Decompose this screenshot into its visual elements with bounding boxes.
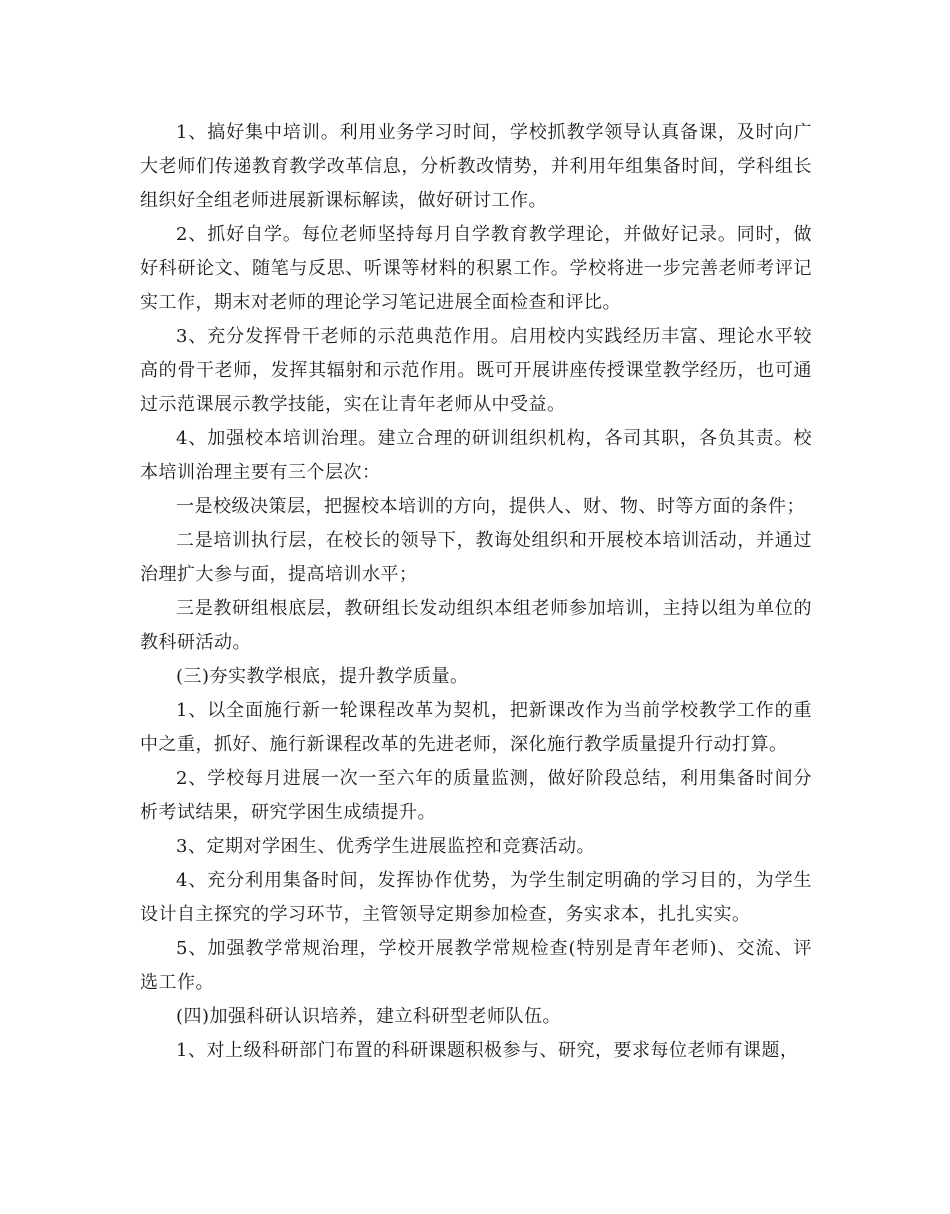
paragraph-backbone-teachers: 3、充分发挥骨干老师的示范典范作用。启用校内实践经历丰富、理论水平较高的骨干老师，发挥其辐射和示范作用。既可开展讲座传授课堂教学经历，也可通过示范课展示教学技能，实在让青年老师从中受益。 bbox=[140, 326, 812, 415]
paragraph-execution-layer: 二是培训执行层，在校长的领导下，教诲处组织和开展校本培训活动，并通过治理扩大参与面，提高培训水平； bbox=[140, 530, 812, 585]
paragraph-self-study: 2、抓好自学。每位老师坚持每月自学教育教学理论，并做好记录。同时，做好科研论文、随笔与反思、听课等材料的积累工作。学校将进一步完善老师考评记实工作，期末对老师的理论学习笔记进展全面检查和评比。 bbox=[140, 224, 812, 313]
paragraph-quality-monitoring: 2、学校每月进展一次一至六年的质量监测，做好阶段总结，利用集备时间分析考试结果，研究学困生成绩提升。 bbox=[140, 768, 812, 823]
section-heading-research: (四)加强科研认识培养，建立科研型老师队伍。 bbox=[176, 1006, 562, 1027]
document-body bbox=[140, 116, 812, 1068]
paragraph-base-layer: 三是教研组根底层，教研组长发动组织本组老师参加培训，主持以组为单位的教科研活动。 bbox=[140, 598, 812, 653]
paragraph-decision-layer: 一是校级决策层，把握校本培训的方向，提供人、财、物、时等方面的条件； bbox=[176, 496, 805, 517]
paragraph-routine-management: 5、加强教学常规治理，学校开展教学常规检查(特别是青年老师)、交流、评选工作。 bbox=[140, 938, 812, 993]
paragraph-training-centralized: 1、搞好集中培训。利用业务学习时间，学校抓教学领导认真备课，及时向广大老师们传递教育教学改革信息，分析教改情势，并利用年组集备时间，学科组长组织好全组老师进展新课标解读，做好研讨工作。 bbox=[140, 122, 812, 211]
paragraph-collaborative-prep: 4、充分利用集备时间，发挥协作优势，为学生制定明确的学习目的，为学生设计自主探究的学习环节，主管领导定期参加检查，务实求本，扎扎实实。 bbox=[140, 870, 812, 925]
paragraph-training-management: 4、加强校本培训治理。建立合理的研训组织机构，各司其职，各负其责。校本培训治理主要有三个层次： bbox=[140, 428, 812, 483]
paragraph-research-topics: 1、对上级科研部门布置的科研课题积极参与、研究，要求每位老师有课题， bbox=[176, 1040, 799, 1061]
paragraph-student-monitoring: 3、定期对学困生、优秀学生进展监控和竞赛活动。 bbox=[176, 836, 595, 857]
section-heading-teaching-quality: (三)夯实教学根底，提升教学质量。 bbox=[176, 666, 469, 687]
paragraph-curriculum-reform: 1、以全面施行新一轮课程改革为契机，把新课改作为当前学校教学工作的重中之重，抓好、施行新课程改革的先进老师，深化施行教学质量提升行动打算。 bbox=[140, 700, 812, 755]
